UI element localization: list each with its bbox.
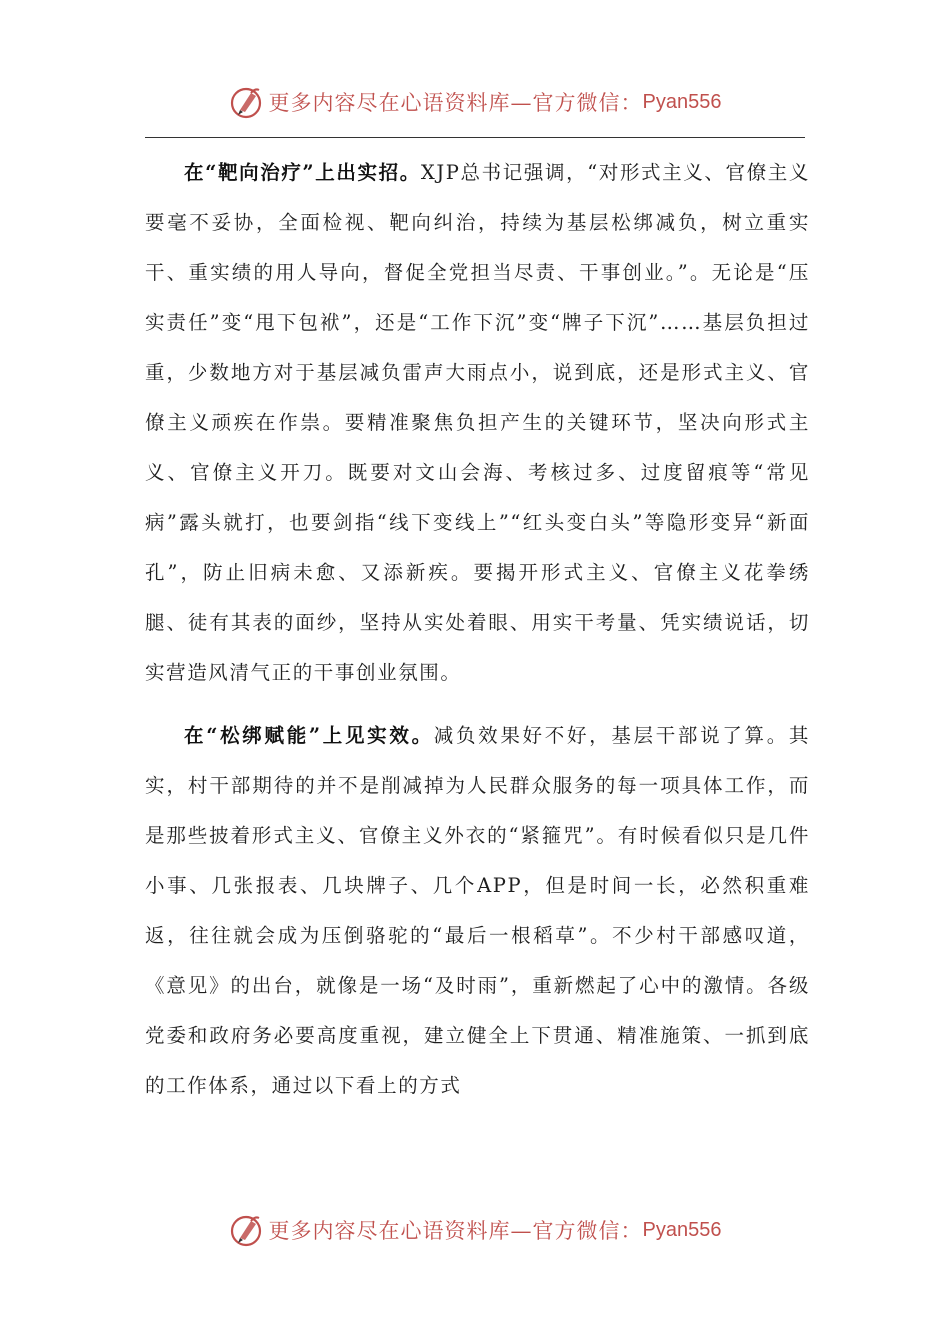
paragraph-lead: 在“靶向治疗”上出实招。 (184, 161, 421, 184)
wechat-id: Pyan556 (642, 90, 722, 113)
header-divider (145, 137, 805, 138)
document-body (145, 148, 810, 1111)
pen-nib-logo-icon (229, 84, 265, 120)
paragraph-lead: 在“松绑赋能”上见实效。 (184, 724, 434, 747)
paragraph (145, 148, 810, 698)
paragraph-body: XJP总书记强调，“对形式主义、官僚主义要毫不妥协，全面检视、靶向纠治，持续为基层松绑减负，树立重实干、重实绩的用人导向，督促全党担当尽责、干事创业。”。无论是“压实责任”变“甩下包袱”，还是“工作下沉”变“牌子下沉”……基层负担过重，少数地方对于基层减负雷声大雨点小，说到底，还是形式主义、官僚主义顽疾在作祟。要精准聚焦负担产生的关键环节，坚决向形式主义、官僚主义开刀。既要对文山会海、考核过多、过度留痕等“常见病”露头就打，也要剑指“线下变线上”“红头变白头”等隐形变异“新面孔”，防止旧病未愈、又添新疾。要揭开形式主义、官僚主义花拳绣腿、徒有其表的面纱，坚持从实处着眼、用实干考量、凭实绩说话，切实营造风清气正的干事创业氛围。 (145, 161, 810, 684)
banner-text: 更多内容尽在心语资料库—官方微信： (268, 91, 643, 115)
paragraph (145, 711, 810, 1111)
pen-nib-logo-icon (229, 1212, 265, 1248)
footer-banner (0, 1210, 950, 1250)
header-banner (0, 82, 950, 122)
wechat-id: Pyan556 (642, 1218, 722, 1241)
banner-text: 更多内容尽在心语资料库—官方微信： (268, 1219, 643, 1243)
paragraph-body: 减负效果好不好，基层干部说了算。其实，村干部期待的并不是削减掉为人民群众服务的每一项具体工作，而是那些披着形式主义、官僚主义外衣的“紧箍咒”。有时候看似只是几件小事、几张报表、几块牌子、几个APP，但是时间一长，必然积重难返，往往就会成为压倒骆驼的“最后一根稻草”。不少村干部感叹道，《意见》的出台，就像是一场“及时雨”，重新燃起了心中的激情。各级党委和政府务必要高度重视，建立健全上下贯通、精准施策、一抓到底的工作体系，通过以下看上的方式 (145, 724, 810, 1097)
